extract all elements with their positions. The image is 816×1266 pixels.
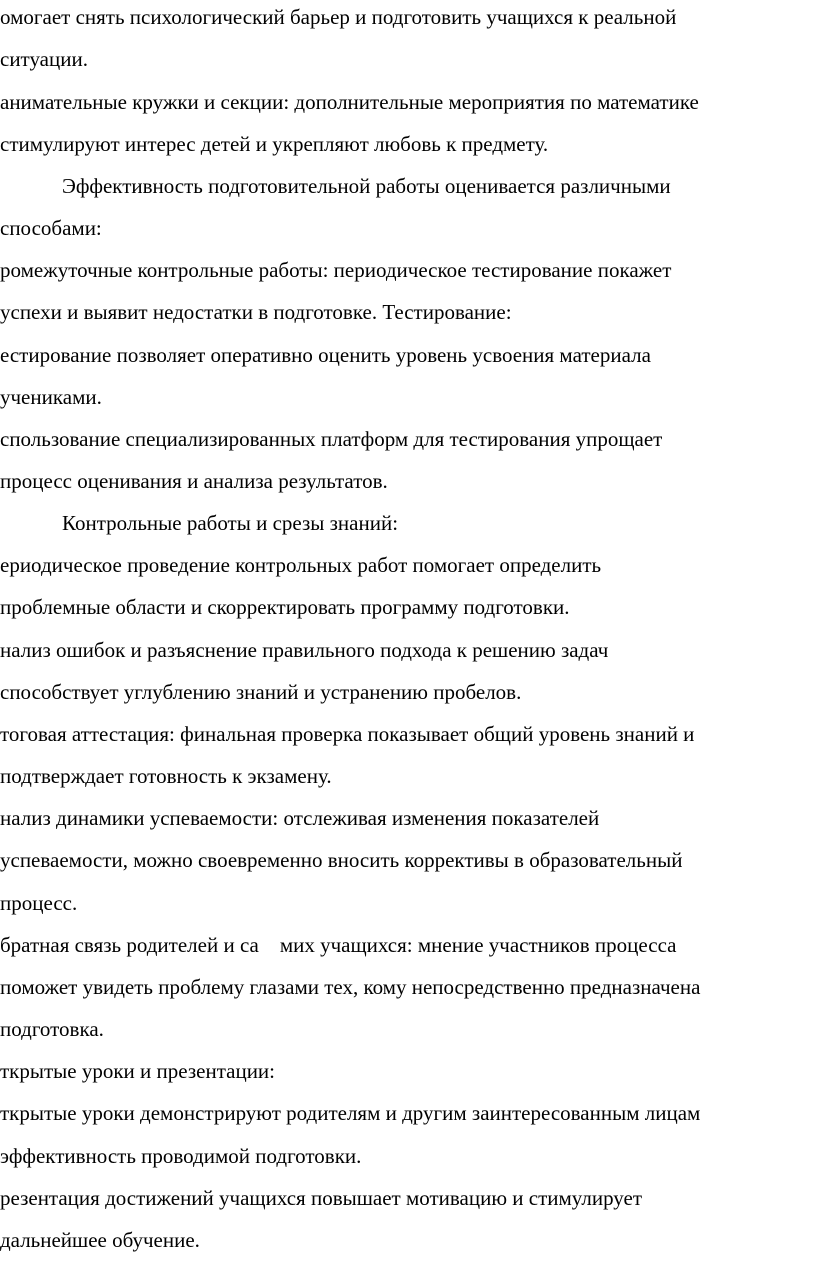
text-line: способами: bbox=[0, 216, 102, 240]
text-line: процесс. bbox=[0, 891, 78, 915]
text-line: ткрытые уроки и презентации: bbox=[0, 1059, 275, 1083]
text-line: ромежуточные контрольные работы: периодическое тестирование покажет bbox=[0, 258, 672, 282]
text-line: омогает снять психологический барьер и подготовить учащихся к реальной bbox=[0, 5, 677, 29]
text-line: нализ динамики успеваемости: отслеживая изменения показателей bbox=[0, 806, 600, 830]
text-line: тоговая аттестация: финальная проверка показывает общий уровень знаний и bbox=[0, 722, 695, 746]
text-line: резентация достижений учащихся повышает мотивацию и стимулирует bbox=[0, 1186, 643, 1210]
text-line: проблемные области и скорректировать программу подготовки. bbox=[0, 595, 570, 619]
text-line: ситуации. bbox=[0, 47, 88, 71]
text-line: стимулируют интерес детей и укрепляют любовь к предмету. bbox=[0, 132, 549, 156]
text-line: поможет увидеть проблему глазами тех, кому непосредственно предназначена bbox=[0, 975, 701, 999]
paragraph-heading: Контрольные работы и срезы знаний: bbox=[62, 511, 399, 535]
text-line: эффективность проводимой подготовки. bbox=[0, 1144, 362, 1168]
text-line: успеваемости, можно своевременно вносить коррективы в образовательный bbox=[0, 848, 683, 872]
text-line: ериодическое проведение контрольных работ помогает определить bbox=[0, 553, 602, 577]
text-line: учениками. bbox=[0, 385, 102, 409]
text-line: процесс оценивания и анализа результатов. bbox=[0, 469, 388, 493]
text-line: естирование позволяет оперативно оценить уровень усвоения материала bbox=[0, 343, 651, 367]
text-line: анимательные кружки и секции: дополнительные мероприятия по математике bbox=[0, 90, 699, 114]
text-line: способствует углублению знаний и устранению пробелов. bbox=[0, 680, 522, 704]
text-line: братная связь родителей и са мих учащихся: мнение участников процесса bbox=[0, 933, 677, 957]
text-line: дальнейшее обучение. bbox=[0, 1228, 200, 1252]
text-line: успехи и выявит недостатки в подготовке. Тестирование: bbox=[0, 300, 512, 324]
text-line: подготовка. bbox=[0, 1017, 104, 1041]
text-line: спользование специализированных платформ для тестирования упрощает bbox=[0, 427, 663, 451]
text-line: нализ ошибок и разъяснение правильного подхода к решению задач bbox=[0, 638, 609, 662]
paragraph-heading: Эффективность подготовительной работы оценивается различными bbox=[62, 174, 671, 198]
text-line: ткрытые уроки демонстрируют родителям и другим заинтересованным лицам bbox=[0, 1101, 701, 1125]
text-line: подтверждает готовность к экзамену. bbox=[0, 764, 332, 788]
